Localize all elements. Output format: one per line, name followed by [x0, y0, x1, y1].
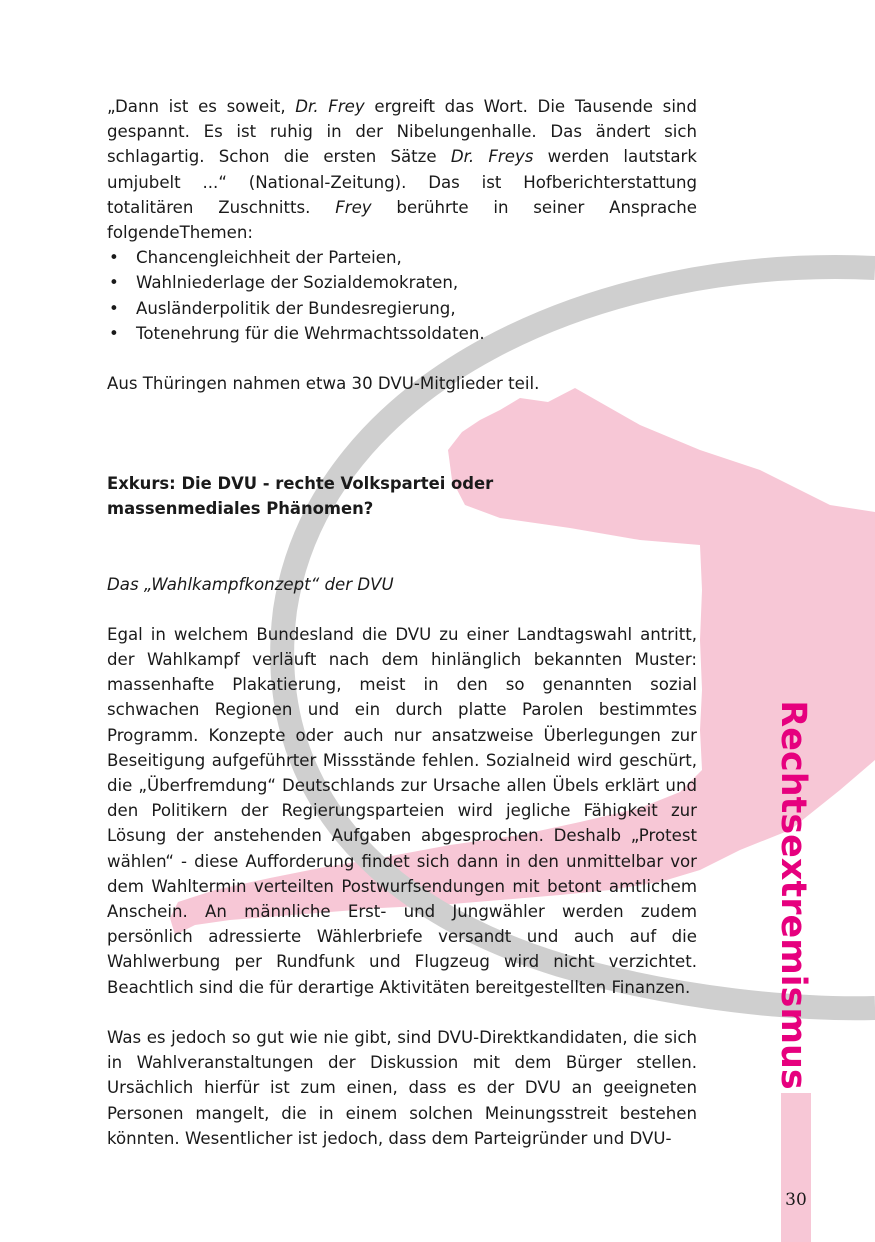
list-item-text: Totenehrung für die Wehrmachtssoldaten. — [136, 323, 485, 343]
text-segment: „Dann ist es soweit, — [107, 97, 296, 116]
list-item — [107, 296, 697, 321]
list-item — [107, 270, 697, 295]
thuringia-paragraph: Aus Thüringen nahmen etwa 30 DVU-Mitglieder teil. — [107, 374, 540, 394]
text-segment-italic: Dr. Frey — [295, 97, 365, 116]
campaign-paragraph: Egal in welchem Bundesland die DVU zu einer Landtagswahl antritt, der Wahlkampf verläuft nach dem hinlänglich bekannten Muster: massenhafte Plakatierung, meist in den so genannten sozial schwachen Regionen und ein durch platte Parolen bestimmtes Programm. Konzepte oder auch nur ansatzweise Überlegungen zur Beseitigung aufgeführter Missstände fehlen. Sozialneid wird geschürt, die „Überfremdung“ Deutschlands zur Ursache allen Übels erklärt und den Politikern der Regierungsparteien wird jegliche Fähigkeit zur Lösung der anstehenden Aufgaben abgesprochen. Deshalb „Protest wählen“ - diese Aufforderung findet sich dann in den unmittelbar vor dem Wahltermin verteilten Postwurfsendungen mit betont amtlichem Anschein. An männliche Erst- und Jungwähler werden zudem persönlich adressierte Wählerbriefe versandt und auch auf die Wahlwerbung per Rundfunk und Flugzeug wird nicht verzichtet. Beachtlich sind die für derartige Aktivitäten bereitgestellten Finanzen. — [107, 624, 697, 997]
list-item-text: Wahlniederlage der Sozialdemokraten, — [136, 273, 459, 293]
text-segment: werden lautstark umjubelt ...“ (National-Zeitung). Das ist Hofberichterstattung totalitären Zuschnitts. — [107, 147, 697, 217]
page-number: 30 — [785, 1190, 807, 1210]
bullet-icon: • — [109, 323, 119, 343]
topic-list — [107, 245, 697, 346]
list-item-text: Chancengleichheit der Parteien, — [136, 248, 402, 268]
text-segment-italic: Dr. Freys — [450, 147, 534, 167]
list-item-text: Ausländerpolitik der Bundesregierung, — [136, 298, 456, 318]
text-segment: berührte in seiner Ansprache folgendeThemen: — [107, 197, 697, 243]
bullet-icon: • — [109, 298, 119, 318]
chapter-side-title: Rechtsextremismus — [773, 700, 813, 1090]
intro-paragraph — [107, 94, 697, 245]
page-tab — [781, 1093, 811, 1242]
heading-line-2: massenmediales Phänomen? — [107, 499, 374, 519]
text-segment-italic: Frey — [335, 197, 372, 217]
section-heading — [107, 471, 697, 521]
list-item — [107, 245, 697, 270]
list-item — [107, 321, 697, 346]
bullet-icon: • — [109, 273, 119, 293]
sub-heading: Das „Wahlkampfkonzept“ der DVU — [107, 574, 394, 594]
heading-line-1: Exkurs: Die DVU - rechte Volkspartei oder — [107, 474, 494, 494]
text-segment: ergreift das Wort. Die Tausende sind gespannt. Es ist ruhig in der Nibelungenhalle. Das ändert sich schlagartig. Schon die ersten Sätze — [107, 97, 697, 167]
candidates-paragraph: Was es jedoch so gut wie nie gibt, sind DVU-Direktkandidaten, die sich in Wahlveranstaltungen der Diskussion mit dem Bürger stellen. Ursächlich hierfür ist zum einen, dass es der DVU an geeigneten Personen mangelt, die in einem solchen Meinungsstreit bestehen könnten. Wesentlicher ist jedoch, dass dem Parteigründer und DVU- — [107, 1027, 697, 1148]
page-content — [107, 94, 697, 1151]
bullet-icon: • — [109, 248, 119, 268]
